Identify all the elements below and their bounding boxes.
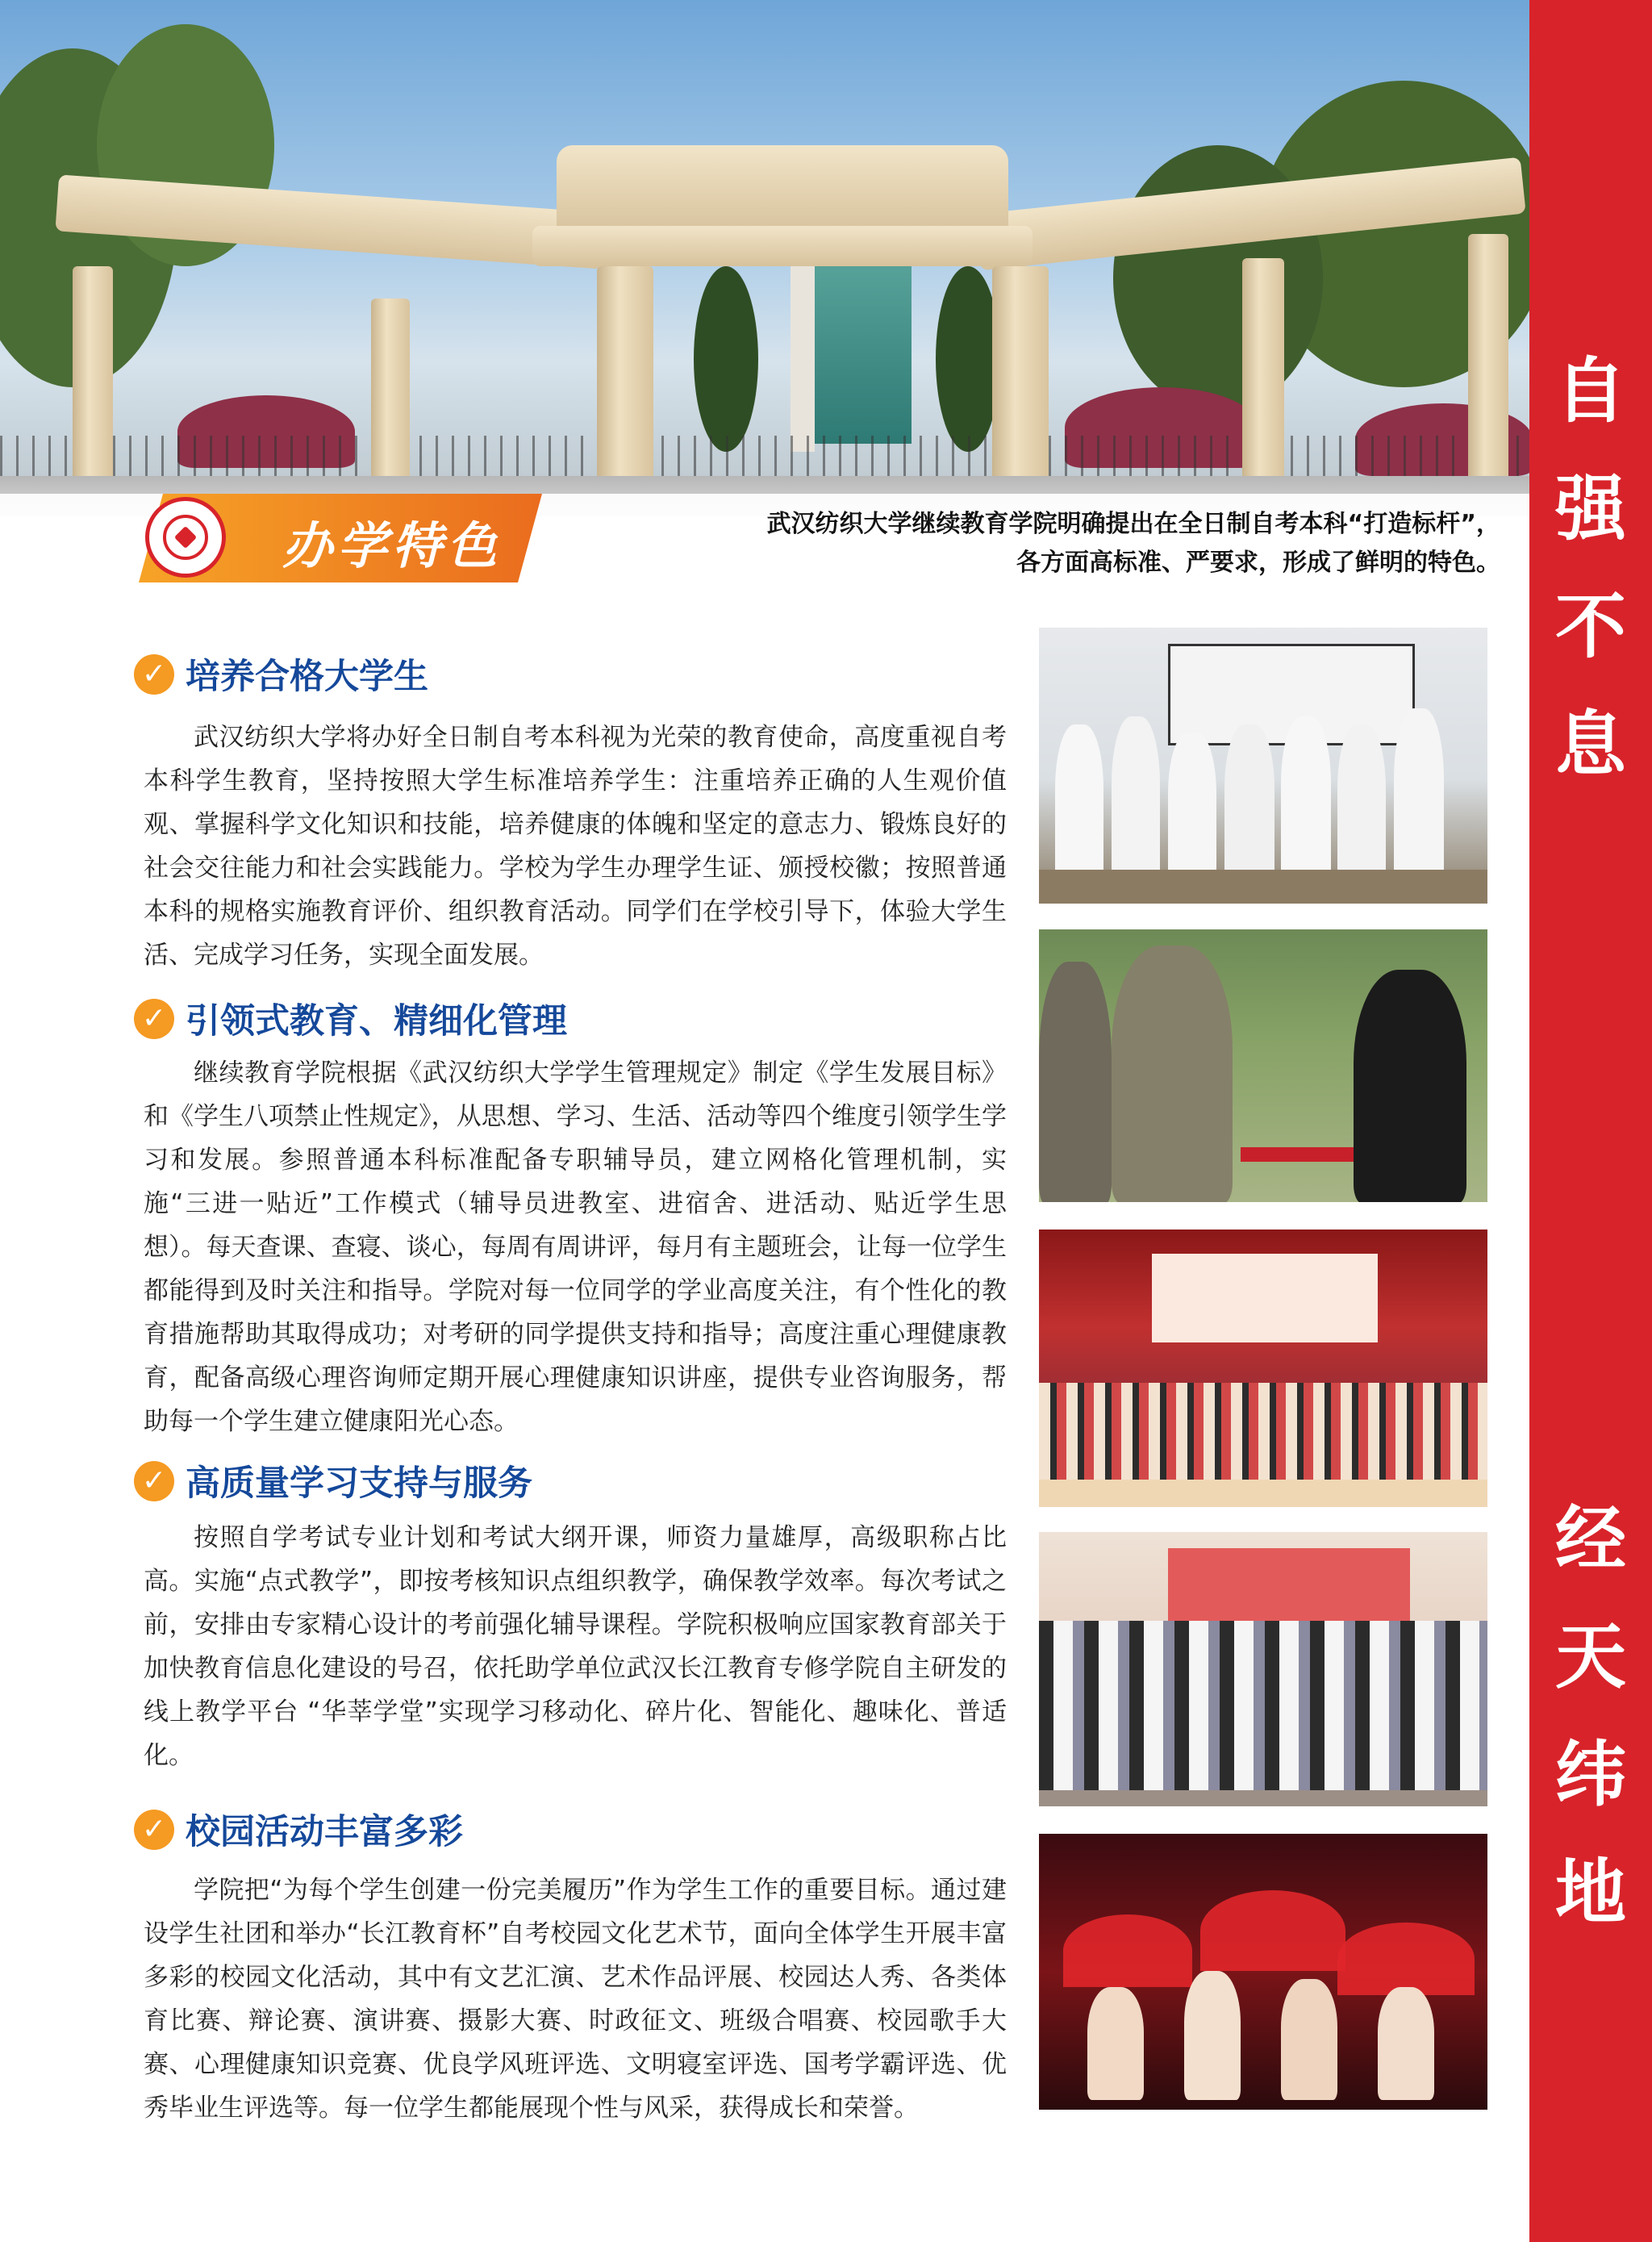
slogan-char: 地 — [1554, 1850, 1626, 1934]
check-icon: ✓ — [134, 999, 174, 1039]
banner-intro-line: 武汉纺织大学继续教育学院明确提出在全日制自考本科“打造标杆”， — [766, 510, 1500, 538]
slogan-char: 天 — [1554, 1614, 1626, 1698]
slogan-char: 强 — [1554, 466, 1626, 550]
slogan-group-2 — [1554, 1497, 1626, 1934]
campus-gate-photo — [0, 0, 1529, 516]
slogan-char: 纬 — [1554, 1732, 1626, 1816]
slogan-char: 不 — [1554, 584, 1626, 668]
section-paragraph: 武汉纺织大学将办好全日制自考本科视为光荣的教育使命，高度重视自考本科学生教育，坚持按照大学生标准培养学生：注重培养正确的人生观价值观、掌握科学文化知识和技能，培养健康的体魄和坚定的意志力、锻炼良好的社会交往能力和社会实践能力。学校为学生办理学生证、颁授校徽；按照普通本科的规格实施教育评价、组织教育活动。同学们在学校引导下，体验大学生活、完成学习任务，实现全面发展。 — [144, 723, 1007, 970]
stage-performance-photo — [1039, 1230, 1487, 1507]
award-ceremony-photo — [1039, 929, 1487, 1202]
section-heading — [134, 1805, 463, 1854]
slogan-char: 自 — [1554, 349, 1626, 432]
dance-performance-photo — [1039, 1834, 1487, 2110]
section-title: 引领式教育、精细化管理 — [186, 1001, 567, 1042]
section-title: 培养合格大学生 — [186, 657, 428, 697]
section-heading — [134, 649, 428, 699]
check-icon: ✓ — [134, 654, 174, 695]
side-slogan-band — [1529, 0, 1652, 2242]
slogan-group-1 — [1554, 349, 1626, 786]
banner-intro — [613, 505, 1500, 582]
check-icon: ✓ — [134, 1810, 174, 1850]
section-badge-title: 办学特色 — [282, 516, 503, 575]
section-paragraph: 按照自学考试专业计划和考试大纲开课，师资力量雄厚，高级职称占比高。实施“点式教学”，即按考核知识点组织教学，确保教学效率。每次考试之前，安排由专家精心设计的考前强化辅导课程。学院积极响应国家教育部关于加快教育信息化建设的号召，依托助学单位武汉长江教育专修学院自主研发的线上教学平台 “华莘学堂”实现学习移动化、碎片化、智能化、趣味化、普适化。 — [144, 1523, 1007, 1770]
section-heading — [134, 1456, 532, 1505]
check-icon: ✓ — [134, 1461, 174, 1501]
section-paragraph: 学院把“为每个学生创建一份完美履历”作为学生工作的重要目标。通过建设学生社团和举办“长江教育杯”自考校园文化艺术节，面向全体学生开展丰富多彩的校园文化活动，其中有文艺汇演、艺术作品评展、校园达人秀、各类体育比赛、辩论赛、演讲赛、摄影大赛、时政征文、班级合唱赛、校园歌手大赛、心理健康知识竞赛、优良学风班评选、文明寝室评选、国考学霸评选、优秀毕业生评选等。每一位学生都能展现个性与风采，获得成长和荣誉。 — [144, 1876, 1007, 2123]
section-heading — [134, 994, 567, 1043]
student-group-photo — [1039, 628, 1487, 904]
section-title: 高质量学习支持与服务 — [186, 1463, 532, 1504]
university-emblem-icon — [145, 497, 226, 578]
banner-intro-line: 各方面高标准、严要求，形成了鲜明的特色。 — [1016, 549, 1500, 577]
slogan-char: 经 — [1554, 1497, 1626, 1580]
teacher-student-group-photo — [1039, 1532, 1487, 1806]
section-paragraph: 继续教育学院根据《武汉纺织大学学生管理规定》制定《学生发展目标》和《学生八项禁止性规定》，从思想、学习、生活、活动等四个维度引领学生学习和发展。参照普通本科标准配备专职辅导员，建立网格化管理机制，实施“三进一贴近”工作模式（辅导员进教室、进宿舍、进活动、贴近学生思想）。每天查课、查寝、谈心，每周有周讲评，每月有主题班会，让每一位学生都能得到及时关注和指导。学院对每一位同学的学业高度关注，有个性化的教育措施帮助其取得成功；对考研的同学提供支持和指导；高度注重心理健康教育，配备高级心理咨询师定期开展心理健康知识讲座，提供专业咨询服务，帮助每一个学生建立健康阳光心态。 — [144, 1058, 1007, 1436]
slogan-char: 息 — [1554, 702, 1626, 786]
section-title: 校园活动丰富多彩 — [186, 1812, 463, 1852]
